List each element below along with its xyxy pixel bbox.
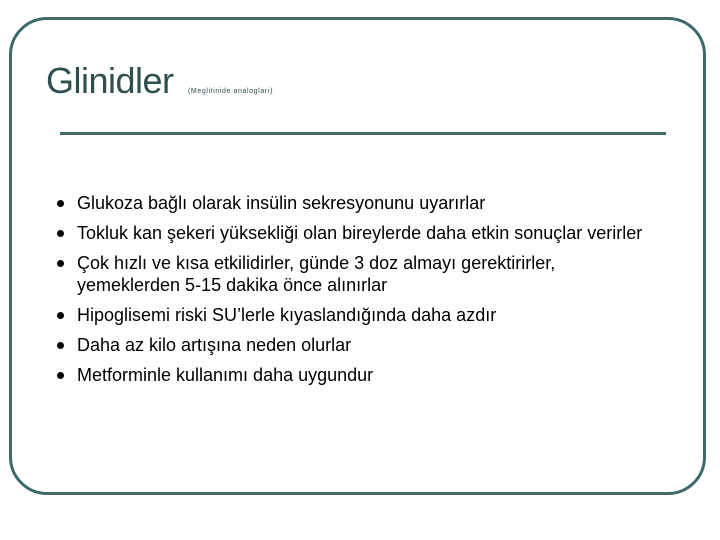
bullet-item	[46, 364, 646, 386]
bullet-dot-icon	[57, 260, 64, 267]
bullet-text: Glukoza bağlı olarak insülin sekresyonunu uyarırlar	[77, 193, 486, 213]
bullet-text: Tokluk kan şekeri yüksekliği olan bireylerde daha etkin sonuçlar verirler	[77, 223, 643, 243]
bullet-dot-icon	[57, 200, 64, 207]
title-underline	[60, 132, 666, 135]
bullet-text: Daha az kilo artışına neden olurlar	[77, 335, 352, 355]
bullet-item	[46, 334, 646, 356]
bullet-dot-icon	[57, 230, 64, 237]
bullet-item	[46, 304, 646, 326]
bullet-text: Metforminle kullanımı daha uygundur	[77, 365, 374, 385]
bullet-item	[46, 252, 646, 296]
bullet-dot-icon	[57, 312, 64, 319]
bullet-text: Hipoglisemi riski SU’lerle kıyaslandığında daha azdır	[77, 305, 497, 325]
bullet-dot-icon	[57, 372, 64, 379]
slide-subtitle: (Meglitinide analogları)	[188, 88, 274, 95]
title-row	[46, 60, 273, 102]
bullet-item	[46, 222, 646, 244]
bullet-list	[46, 192, 646, 394]
bullet-text: Çok hızlı ve kısa etkilidirler, günde 3 doz almayı gerektirirler, yemeklerden 5-15 dakika önce alınırlar	[77, 253, 556, 295]
bullet-item	[46, 192, 646, 214]
slide-title: Glinidler	[46, 60, 174, 101]
bullet-dot-icon	[57, 342, 64, 349]
